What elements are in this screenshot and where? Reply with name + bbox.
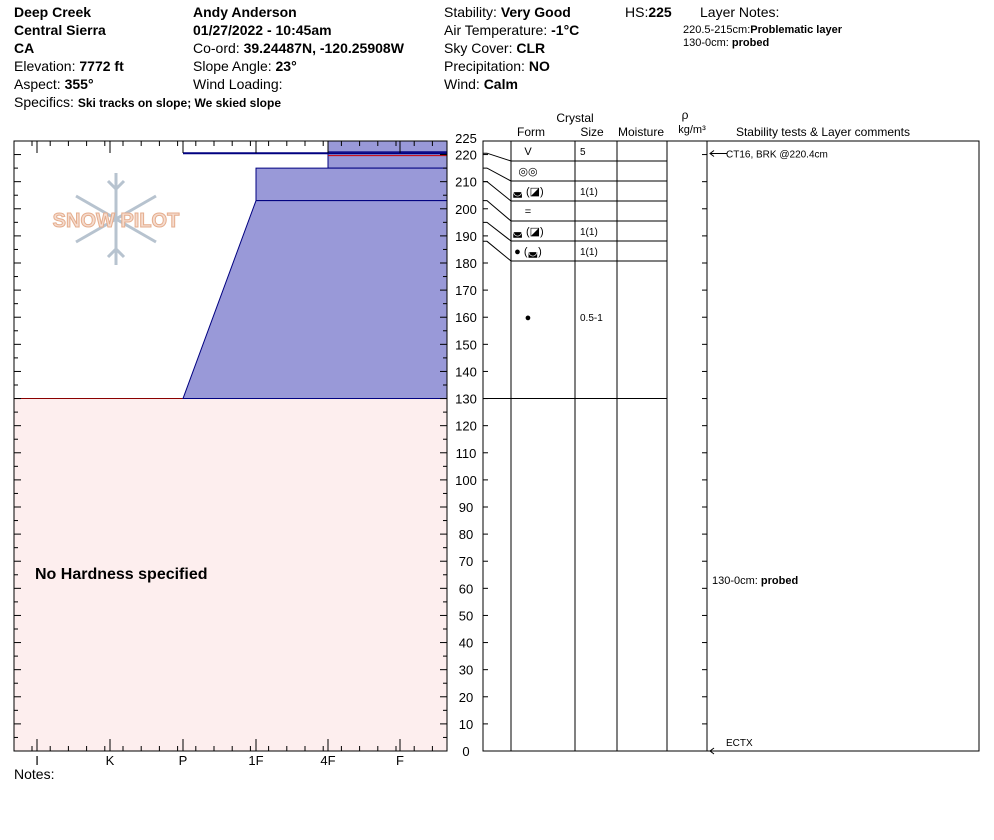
stability: Stability: Very Good [444, 4, 571, 20]
hardness-tick-label: 1F [248, 753, 264, 768]
notes-label: Notes: [14, 766, 55, 782]
test-result: CT16, BRK @220.4cm [726, 149, 828, 161]
precipitation: Precipitation: NO [444, 58, 550, 74]
depth-tick-label: 60 [458, 581, 474, 597]
layer-form: V [524, 146, 532, 158]
layer-note-2: 130-0cm: probed [683, 37, 770, 49]
depth-tick-label: 180 [455, 256, 477, 271]
depth-tick-label: 210 [455, 174, 477, 190]
air-temperature: Air Temperature: -1°C [444, 22, 580, 38]
hardness-layer-3 [256, 168, 447, 201]
slope-angle: Slope Angle: 23° [193, 58, 297, 74]
layer-connector [483, 182, 511, 201]
depth-tick-label: 80 [458, 527, 474, 543]
layer-size: 1(1) [580, 187, 598, 198]
layer-connector [483, 201, 511, 221]
wind-loading: Wind Loading: [193, 76, 283, 92]
depth-tick-label: 220 [455, 147, 477, 163]
layer-size: 0.5-1 [580, 313, 603, 325]
depth-tick-label: 70 [458, 554, 474, 570]
layer-form: ◛ (◪) [512, 186, 544, 198]
coordinates: Co-ord: 39.24487N, -120.25908W [193, 40, 404, 56]
layer-form: ◎◎ [518, 166, 538, 178]
depth-tick-label: 150 [455, 337, 477, 353]
hardness-tick-label: P [178, 753, 188, 768]
logo-text: SNOW PILOT [52, 210, 180, 232]
depth-tick-label: 90 [458, 500, 474, 515]
depth-tick-label: 100 [455, 472, 477, 488]
layer-connector [483, 222, 511, 241]
depth-tick-label: 30 [458, 662, 474, 678]
layer-size: 1(1) [580, 227, 598, 238]
layer-grid-frame [483, 141, 979, 751]
layer-form: ◛ (◪) [512, 226, 544, 238]
specifics: Specifics: Ski tracks on slope; We skied slope [14, 94, 281, 110]
datetime: 01/27/2022 - 10:45am [193, 22, 332, 38]
test-result: ECTX [726, 738, 753, 749]
snowpilot-logo [53, 173, 180, 265]
hardness-tick-label: K [105, 753, 115, 768]
hardness-layer-4 [183, 201, 447, 399]
col-header-moisture: Moisture [617, 125, 665, 139]
hardness-layer-0 [328, 141, 447, 152]
layer-form: ● (◛) [514, 246, 542, 258]
state: CA [14, 40, 35, 56]
depth-tick-label: 110 [455, 445, 477, 461]
col-header-stability: Stability tests & Layer comments [735, 125, 911, 139]
layer-connector [483, 241, 511, 261]
col-header-crystal: Crystal [556, 111, 594, 125]
col-header-size: Size [580, 125, 604, 139]
depth-tick-label: 140 [455, 364, 477, 380]
layer-comment: 130-0cm: probed [712, 575, 799, 588]
observer: Andy Anderson [193, 4, 297, 20]
layer-note-1: 220.5-215cm:Problematic layer [683, 24, 842, 36]
hs: HS:225 [625, 4, 672, 20]
hardness-tick-label: 4F [320, 753, 336, 768]
layer-size: 1(1) [580, 247, 598, 258]
depth-tick-label: 50 [458, 608, 474, 624]
depth-tick-label: 120 [455, 418, 477, 434]
col-header-density-unit: kg/m³ [678, 124, 706, 136]
elevation: Elevation: 7772 ft [14, 58, 124, 74]
layer-notes-title: Layer Notes: [700, 4, 780, 20]
hardness-tick-label: I [35, 753, 39, 768]
location: Deep Creek [14, 4, 92, 20]
wind: Wind: Calm [444, 76, 518, 92]
depth-tick-label: 160 [455, 310, 477, 326]
layer-connector [483, 168, 511, 181]
layer-form: = [524, 206, 532, 218]
depth-tick-label: 190 [455, 228, 477, 244]
depth-tick-label: 130 [455, 391, 477, 407]
aspect: Aspect: 355° [14, 76, 94, 92]
hardness-tick-label: F [396, 753, 404, 768]
depth-tick-label: 0 [462, 744, 470, 759]
col-header-rho: ρ [681, 108, 689, 122]
sky-cover: Sky Cover: CLR [444, 40, 546, 56]
depth-tick-label: 170 [455, 283, 477, 299]
layer-form: ● [524, 312, 532, 325]
range: Central Sierra [14, 22, 106, 38]
layer-size: 5 [580, 147, 586, 158]
no-hardness-label: No Hardness specified [35, 566, 208, 583]
depth-tick-label: 225 [455, 131, 477, 146]
depth-tick-label: 200 [455, 201, 477, 217]
depth-tick-label: 40 [458, 635, 474, 651]
depth-tick-label: 20 [458, 689, 474, 705]
depth-tick-label: 10 [458, 716, 474, 732]
col-header-form: Form [517, 125, 545, 139]
